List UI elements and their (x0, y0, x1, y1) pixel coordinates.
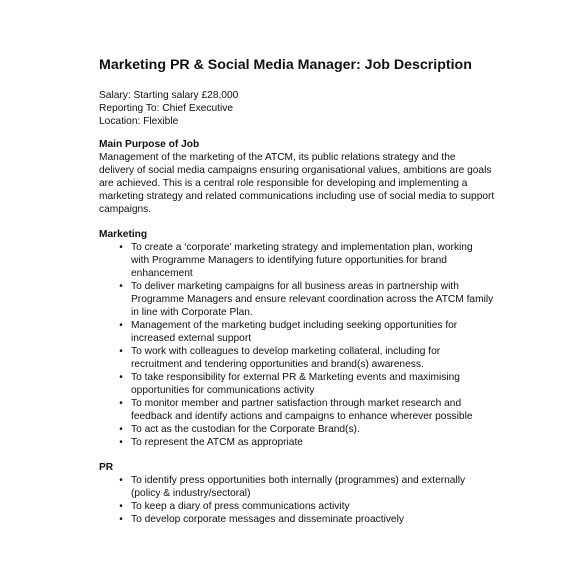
bullet-line: increased external support (131, 333, 252, 344)
paragraph-line: marketing strategy and related communications including use of social media to support (99, 191, 495, 202)
job-meta (99, 89, 499, 128)
bullet-line: enhancement (131, 268, 193, 279)
marketing-bullet-item (99, 436, 499, 449)
bullet-icon: • (119, 372, 123, 383)
bullet-line: To work with colleagues to develop marketing collateral, including for (131, 346, 441, 357)
pr-heading: PR (99, 462, 114, 473)
bullet-line: in line with Corporate Plan. (131, 307, 253, 318)
pr-bullet-list (99, 474, 499, 526)
bullet-icon: • (119, 346, 123, 357)
main-purpose-paragraph (99, 151, 499, 216)
paragraph-line: delivery of social media campaigns ensuring organisational values, ambitions are goals (99, 165, 492, 176)
bullet-line: To create a ‘corporate’ marketing strategy and implementation plan, working (131, 242, 473, 253)
paragraph-line: campaigns. (99, 204, 152, 215)
main-purpose-section (99, 138, 499, 216)
bullet-line: To take responsibility for external PR & Marketing events and maximising (131, 372, 460, 383)
bullet-line: To act as the custodian for the Corporate Brand(s). (131, 424, 360, 435)
bullet-icon: • (119, 320, 123, 331)
bullet-icon: • (119, 475, 123, 486)
bullet-icon: • (119, 501, 123, 512)
location-line: Location: Flexible (99, 116, 179, 127)
marketing-bullet-item (99, 280, 499, 319)
pr-section (99, 461, 499, 526)
marketing-bullet-item (99, 371, 499, 397)
bullet-icon: • (119, 424, 123, 435)
marketing-bullet-item (99, 319, 499, 345)
bullet-line: To monitor member and partner satisfaction through market research and (131, 398, 462, 409)
bullet-line: To develop corporate messages and disseminate proactively (131, 514, 404, 525)
paragraph-line: are achieved. This is a central role responsible for developing and implementing a (99, 178, 468, 189)
bullet-icon: • (119, 514, 123, 525)
paragraph-line: Management of the marketing of the ATCM, its public relations strategy and the (99, 152, 456, 163)
bullet-line: To identify press opportunities both internally (programmes) and externally (131, 475, 466, 486)
bullet-line: To deliver marketing campaigns for all business areas in partnership with (131, 281, 459, 292)
marketing-bullet-item (99, 397, 499, 423)
pr-bullet-item (99, 474, 499, 500)
bullet-line: To keep a diary of press communications activity (131, 501, 350, 512)
pr-bullet-item (99, 500, 499, 513)
bullet-icon: • (119, 398, 123, 409)
bullet-line: Programme Managers and ensure relevant coordination across the ATCM family (131, 294, 494, 305)
bullet-line: To represent the ATCM as appropriate (131, 437, 303, 448)
bullet-line: Management of the marketing budget including seeking opportunities for (131, 320, 458, 331)
bullet-icon: • (119, 281, 123, 292)
bullet-icon: • (119, 242, 123, 253)
marketing-bullet-item (99, 241, 499, 280)
marketing-bullet-list (99, 241, 499, 449)
marketing-heading: Marketing (99, 229, 148, 240)
bullet-icon: • (119, 437, 123, 448)
bullet-line: recruitment and tendering opportunities and brand(s) awareness. (131, 359, 424, 370)
bullet-line: opportunities for communications activity (131, 385, 315, 396)
reporting-line: Reporting To: Chief Executive (99, 103, 234, 114)
salary-line: Salary: Starting salary £28,000 (99, 90, 239, 101)
main-purpose-heading: Main Purpose of Job (99, 139, 200, 150)
document-content (99, 57, 499, 526)
bullet-line: feedback and identify actions and campaigns to enhance wherever possible (131, 411, 473, 422)
bullet-line: with Programme Managers to identifying future opportunities for brand (131, 255, 447, 266)
bullet-line: (policy & industry/sectoral) (131, 488, 251, 499)
page-title: Marketing PR & Social Media Manager: Job Description (99, 57, 472, 73)
marketing-bullet-item (99, 345, 499, 371)
marketing-section (99, 228, 499, 449)
pr-bullet-item (99, 513, 499, 526)
marketing-bullet-item (99, 423, 499, 436)
